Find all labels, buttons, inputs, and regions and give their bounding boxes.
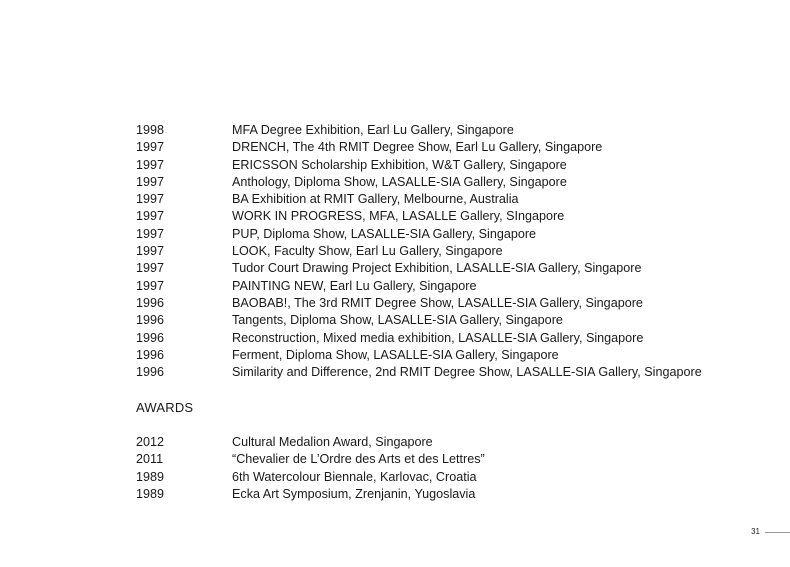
entry-year: 1997 (136, 157, 165, 172)
entry-year: 1997 (136, 209, 165, 224)
entry-description: Reconstruction, Mixed media exhibition, LASALLE-SIA Gallery, Singapore (232, 330, 644, 345)
entry-description: Tudor Court Drawing Project Exhibition, LASALLE-SIA Gallery, Singapore (232, 261, 642, 276)
entry-year: 1996 (136, 330, 165, 345)
entry-description: BA Exhibition at RMIT Gallery, Melbourne, Australia (232, 192, 519, 207)
entry-year: 1997 (136, 226, 165, 241)
list-item (136, 208, 776, 225)
list-item (136, 191, 776, 208)
entry-year: 1996 (136, 365, 165, 380)
entry-year: 1997 (136, 140, 165, 155)
list-item (136, 347, 776, 364)
entry-description: ERICSSON Scholarship Exhibition, W&T Gallery, Singapore (232, 157, 567, 172)
entry-year: 1997 (136, 261, 165, 276)
entry-description: MFA Degree Exhibition, Earl Lu Gallery, Singapore (232, 123, 514, 137)
entry-description: Similarity and Difference, 2nd RMIT Degree Show, LASALLE-SIA Gallery, Singapore (232, 365, 702, 380)
page-footer (751, 526, 790, 538)
entry-description: “Chevalier de L’Ordre des Arts et des Lettres” (232, 452, 485, 467)
entry-description: PUP, Diploma Show, LASALLE-SIA Gallery, Singapore (232, 226, 537, 241)
awards-list (136, 434, 776, 503)
entry-description: BAOBAB!, The 3rd RMIT Degree Show, LASALLE-SIA Gallery, Singapore (232, 295, 643, 310)
entry-year: 1997 (136, 244, 165, 259)
awards-heading: AWARDS (136, 400, 194, 415)
entry-year: 1997 (136, 174, 165, 189)
list-item (136, 295, 776, 312)
entry-description: PAINTING NEW, Earl Lu Gallery, Singapore (232, 278, 477, 293)
entry-year: 2011 (136, 452, 164, 467)
entry-year: 1998 (136, 123, 165, 137)
list-item (136, 364, 776, 381)
list-item (136, 174, 776, 191)
list-item (136, 260, 776, 277)
entry-description: 6th Watercolour Biennale, Karlovac, Croatia (232, 469, 477, 484)
entry-year: 1997 (136, 278, 165, 293)
entry-description: Ecka Art Symposium, Zrenjanin, Yugoslavia (232, 486, 476, 501)
entry-year: 1997 (136, 192, 165, 207)
list-item (136, 157, 776, 174)
list-item (136, 226, 776, 243)
entry-year: 2012 (136, 435, 165, 449)
list-item (136, 451, 776, 468)
entry-description: DRENCH, The 4th RMIT Degree Show, Earl Lu Gallery, Singapore (232, 140, 603, 155)
entry-year: 1996 (136, 347, 165, 362)
entry-description: Tangents, Diploma Show, LASALLE-SIA Gallery, Singapore (232, 313, 563, 328)
list-item (136, 330, 776, 347)
list-item (136, 469, 776, 486)
list-item (136, 122, 776, 139)
entry-year: 1989 (136, 469, 165, 484)
entry-description: WORK IN PROGRESS, MFA, LASALLE Gallery, SIngapore (232, 209, 565, 224)
list-item (136, 312, 776, 329)
list-item (136, 486, 776, 503)
footer-rule (765, 532, 790, 533)
list-item (136, 278, 776, 295)
entry-year: 1996 (136, 295, 165, 310)
entry-description: Ferment, Diploma Show, LASALLE-SIA Gallery, Singapore (232, 347, 559, 362)
entry-description: LOOK, Faculty Show, Earl Lu Gallery, Singapore (232, 244, 503, 259)
page-number: 31 (751, 527, 760, 536)
list-item (136, 243, 776, 260)
entry-year: 1996 (136, 313, 165, 328)
entry-year: 1989 (136, 486, 165, 501)
entry-description: Cultural Medalion Award, Singapore (232, 435, 433, 449)
entry-description: Anthology, Diploma Show, LASALLE-SIA Gallery, Singapore (232, 174, 567, 189)
list-item (136, 434, 776, 451)
exhibitions-list (136, 122, 776, 381)
list-item (136, 139, 776, 156)
